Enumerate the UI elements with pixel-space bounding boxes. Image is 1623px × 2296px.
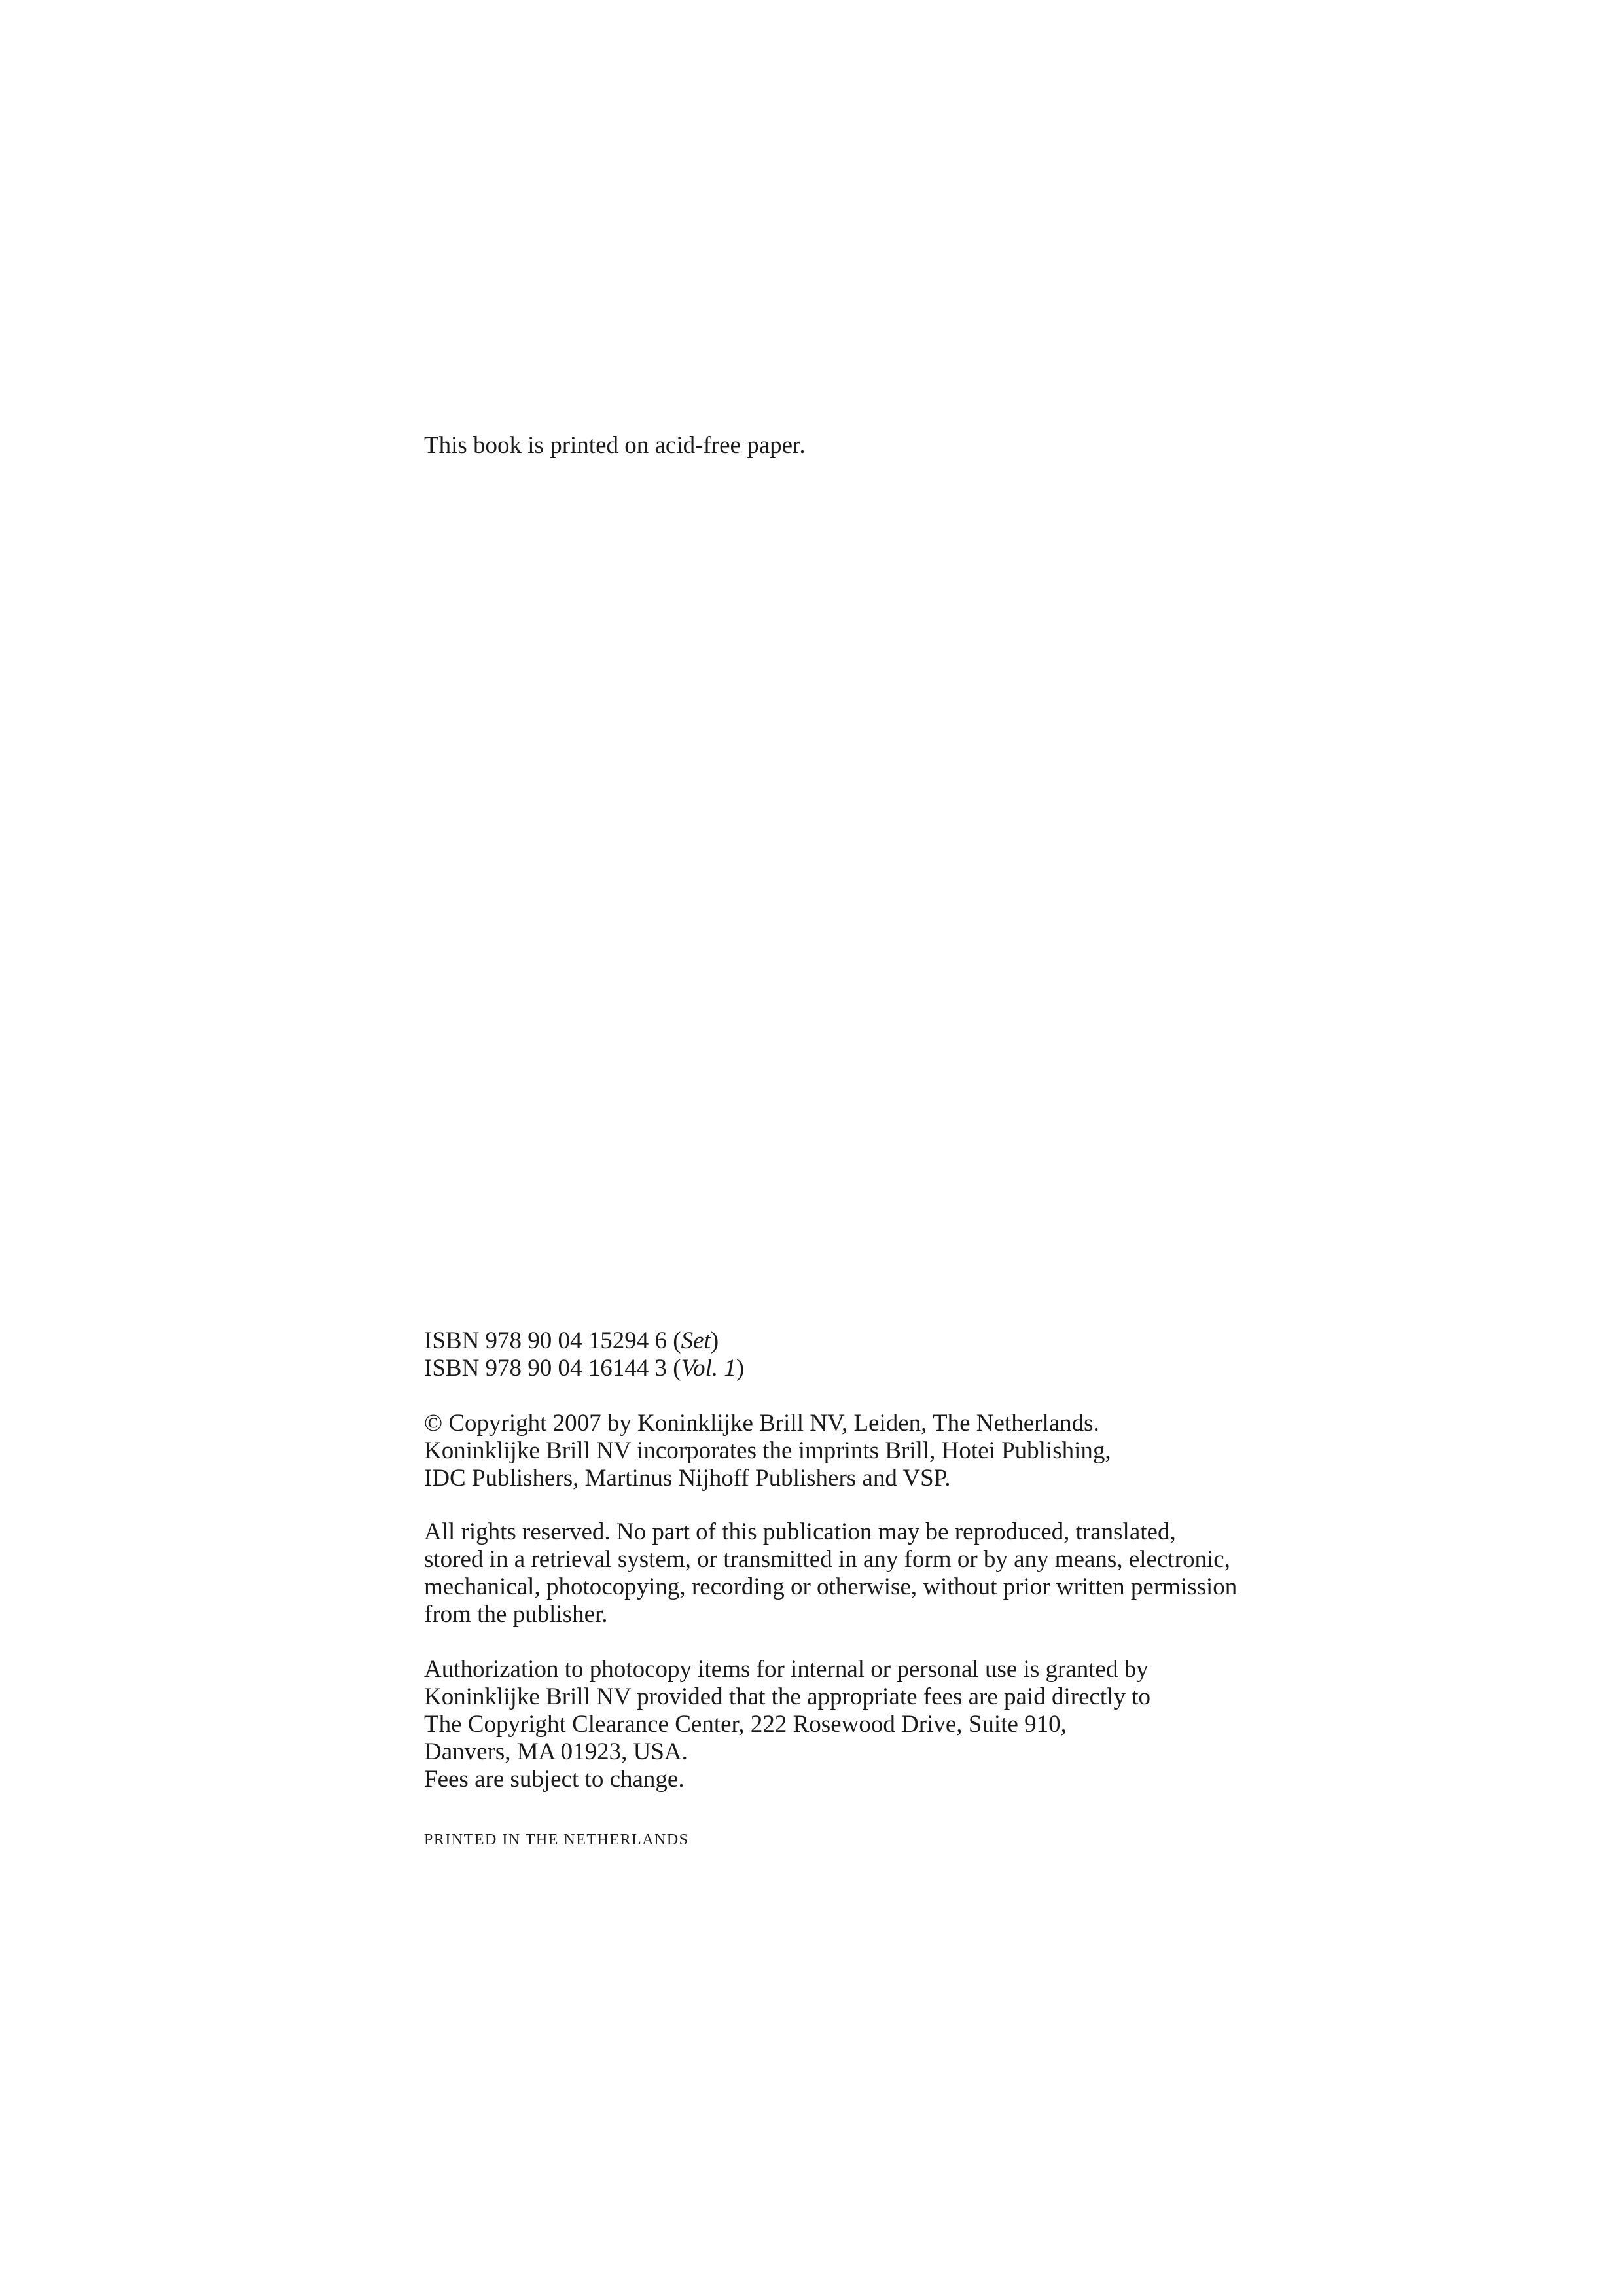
copyright-notice — [424, 1410, 1275, 1492]
isbn-volume-qualifier: Vol. 1 — [681, 1355, 736, 1382]
copyright-line: © Copyright 2007 by Koninklijke Brill NV, Leiden, The Netherlands. — [424, 1410, 1099, 1437]
rights-line: All rights reserved. No part of this publication may be reproduced, translated, — [424, 1518, 1176, 1545]
isbn-block — [424, 1327, 1275, 1382]
isbn-set-line: ISBN 978 90 04 15294 6 (Set) — [424, 1327, 719, 1354]
copyright-line: Koninklijke Brill NV incorporates the imprints Brill, Hotei Publishing, — [424, 1437, 1111, 1464]
acid-free-paper-note: This book is printed on acid-free paper. — [424, 432, 806, 459]
rights-line: mechanical, photocopying, recording or otherwise, without prior written permission — [424, 1573, 1238, 1600]
printed-in-netherlands: PRINTED IN THE NETHERLANDS — [424, 1831, 689, 1848]
rights-line: stored in a retrieval system, or transmitted in any form or by any means, electronic, — [424, 1546, 1230, 1573]
copyright-line: IDC Publishers, Martinus Nijhoff Publishers and VSP. — [424, 1465, 951, 1492]
authorization-line: The Copyright Clearance Center, 222 Rosewood Drive, Suite 910, — [424, 1711, 1067, 1738]
isbn-set-qualifier: Set — [681, 1327, 711, 1354]
authorization-line: Fees are subject to change. — [424, 1766, 685, 1793]
authorization-line: Authorization to photocopy items for internal or personal use is granted by — [424, 1656, 1149, 1683]
rights-reserved-notice — [424, 1518, 1275, 1628]
rights-line: from the publisher. — [424, 1601, 608, 1628]
authorization-line: Koninklijke Brill NV provided that the appropriate fees are paid directly to — [424, 1683, 1151, 1710]
isbn-volume-line: ISBN 978 90 04 16144 3 (Vol. 1) — [424, 1355, 745, 1382]
photocopy-authorization-notice — [424, 1656, 1275, 1793]
authorization-line: Danvers, MA 01923, USA. — [424, 1738, 688, 1765]
